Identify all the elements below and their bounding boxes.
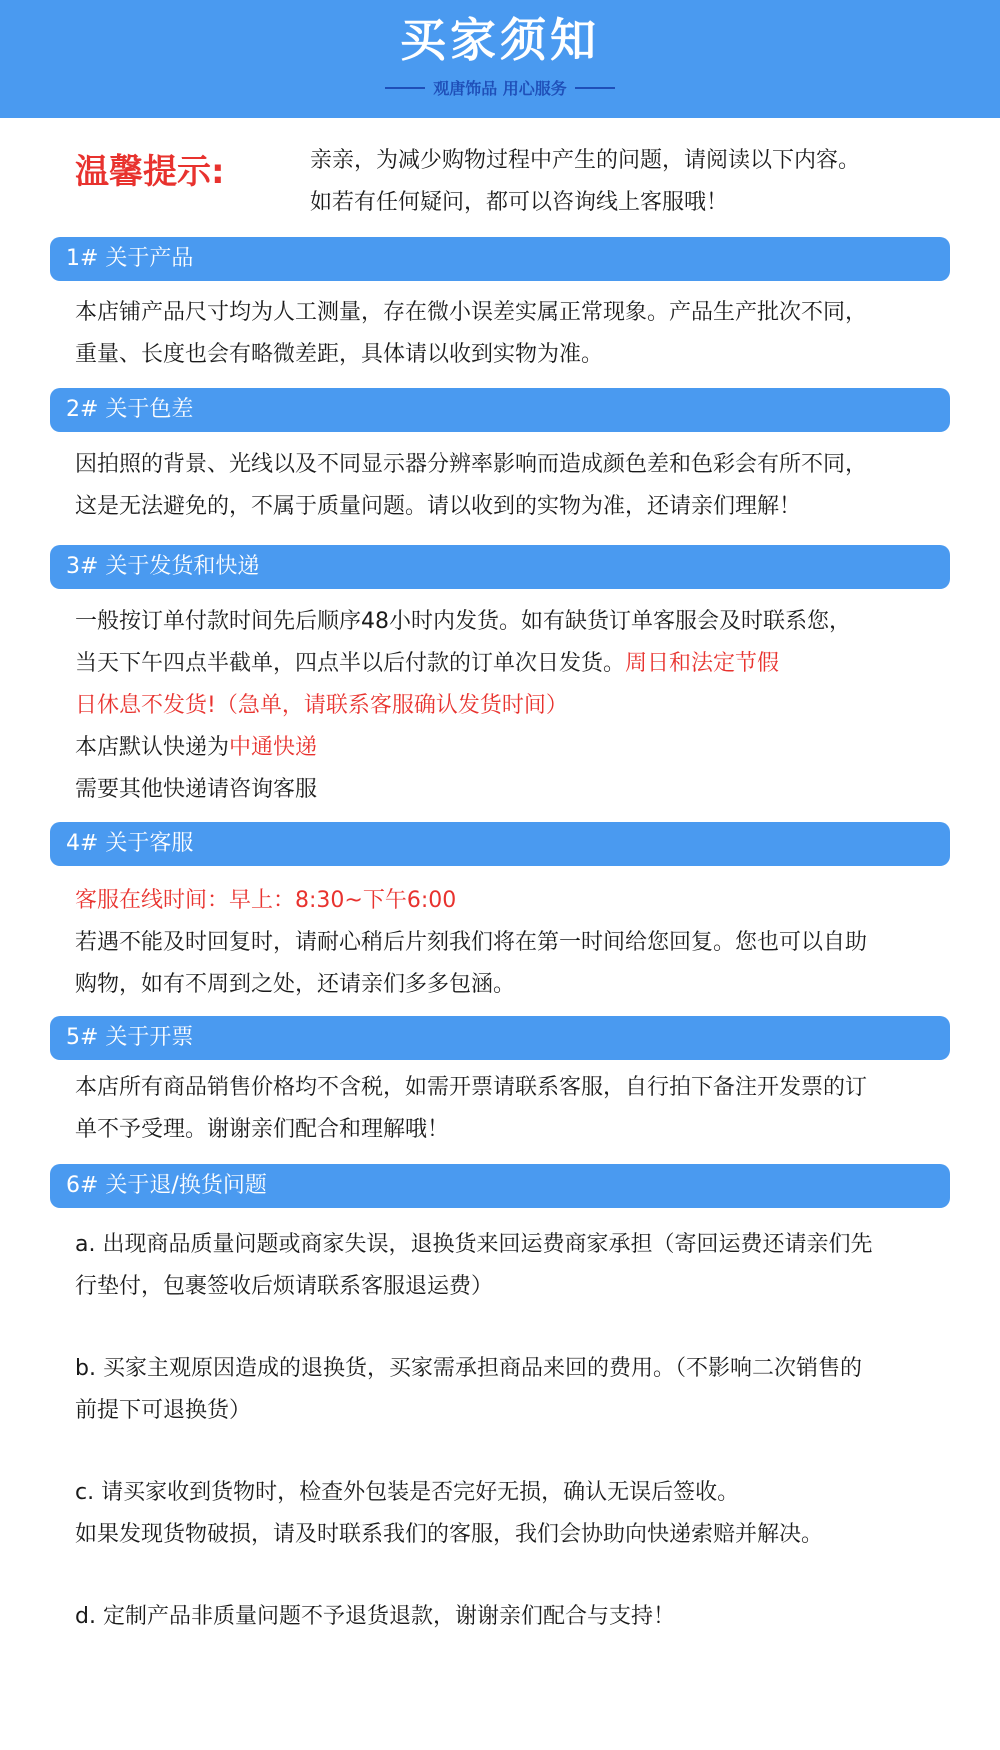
section-body-service (75, 880, 955, 1006)
page-title: 买家须知 (400, 13, 600, 67)
body-line: d. 定制产品非质量问题不予退货退款，谢谢亲们配合与支持！ (75, 1604, 675, 1629)
body-line (75, 727, 955, 769)
body-line: a. 出现商品质量问题或商家失误，退换货来回运费商家承担（寄回运费还请亲们先 (75, 1232, 873, 1257)
header-banner (0, 0, 1000, 118)
body-text: 当天下午四点半截单，四点半以后付款的订单次日发货。 (75, 651, 626, 676)
section-body-invoice (75, 1067, 955, 1151)
banner-subtitle (0, 76, 1000, 99)
body-line: 需要其他快递请咨询客服 (75, 777, 318, 802)
section-body-color (75, 444, 955, 528)
warm-tip-label: 温馨提示: (75, 152, 225, 192)
courier-name: 中通快递 (229, 735, 318, 760)
body-line: 一般按订单付款时间先后顺序48小时内发货。如有缺货订单客服会及时联系您， (75, 609, 851, 634)
return-item-b (75, 1348, 955, 1432)
body-line: 重量、长度也会有略微差距，具体请以收到实物为准。 (75, 342, 604, 367)
body-text: 本店默认快递为 (75, 735, 230, 760)
holiday-notice-cont: 日休息不发货!（急单，请联系客服确认发货时间） (75, 693, 568, 718)
subtitle-right-rule (575, 87, 615, 89)
section-header-shipping: 3# 关于发货和快递 (50, 545, 950, 589)
body-line: 单不予受理。谢谢亲们配合和理解哦！ (75, 1117, 450, 1142)
body-line: 若遇不能及时回复时，请耐心稍后片刻我们将在第一时间给您回复。您也可以自助 (75, 930, 868, 955)
body-line: 前提下可退换货） (75, 1398, 252, 1423)
tip-line: 如若有任何疑问，都可以咨询线上客服哦！ (310, 190, 729, 215)
section-header-returns: 6# 关于退/换货问题 (50, 1164, 950, 1208)
body-line: 本店所有商品销售价格均不含税，如需开票请联系客服，自行拍下备注开发票的订 (75, 1075, 868, 1100)
section-header-invoice: 5# 关于开票 (50, 1016, 950, 1060)
return-item-d (75, 1596, 955, 1638)
warm-tip-text (310, 140, 950, 224)
body-line: 购物，如有不周到之处，还请亲们多多包涵。 (75, 972, 516, 997)
body-line: 因拍照的背景、光线以及不同显示器分辨率影响而造成颜色差和色彩会有所不同， (75, 452, 868, 477)
body-line: 如果发现货物破损，请及时联系我们的客服，我们会协助向快递索赔并解决。 (75, 1522, 824, 1547)
subtitle-left-rule (385, 87, 425, 89)
body-line: 这是无法避免的，不属于质量问题。请以收到的实物为准，还请亲们理解！ (75, 494, 802, 519)
section-header-service: 4# 关于客服 (50, 822, 950, 866)
holiday-notice: 周日和法定节假 (625, 651, 780, 676)
section-header-color: 2# 关于色差 (50, 388, 950, 432)
body-line (75, 643, 955, 685)
section-body-returns (75, 1224, 955, 1678)
body-line: c. 请买家收到货物时，检查外包装是否完好无损，确认无误后签收。 (75, 1480, 740, 1505)
body-line: b. 买家主观原因造成的退换货，买家需承担商品来回的费用。（不影响二次销售的 (75, 1356, 862, 1381)
return-item-a (75, 1224, 955, 1308)
section-header-product: 1# 关于产品 (50, 237, 950, 281)
section-body-shipping (75, 601, 955, 811)
body-line: 行垫付，包裹签收后烦请联系客服退运费） (75, 1274, 494, 1299)
tip-line: 亲亲，为减少购物过程中产生的问题，请阅读以下内容。 (310, 148, 861, 173)
service-hours: 客服在线时间：早上：8:30~下午6:00 (75, 888, 457, 913)
return-item-c (75, 1472, 955, 1556)
body-line: 本店铺产品尺寸均为人工测量，存在微小误差实属正常现象。产品生产批次不同， (75, 300, 868, 325)
section-body-product (75, 292, 955, 376)
banner-subtitle-text: 观唐饰品 用心服务 (433, 79, 567, 98)
